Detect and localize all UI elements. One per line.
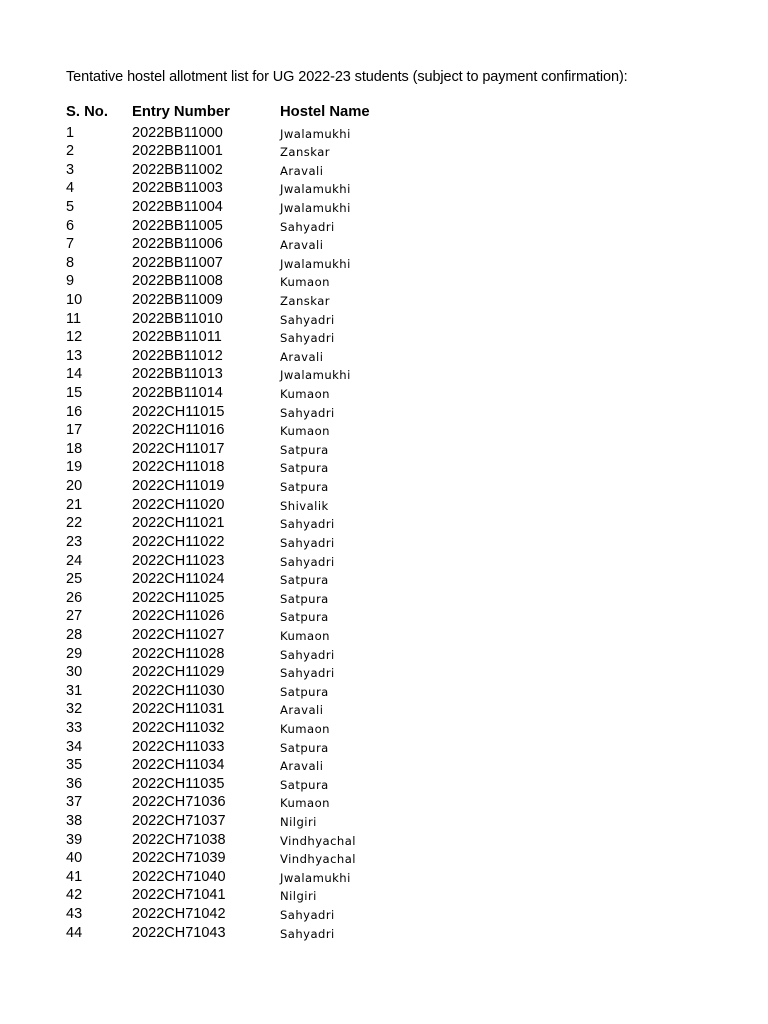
row-sno: 43	[66, 906, 83, 923]
row-sno: 39	[66, 831, 83, 848]
row-sno: 36	[66, 775, 83, 792]
row-hostel-name: Sahyadri	[280, 219, 335, 234]
row-sno: 44	[66, 924, 83, 941]
row-sno: 10	[66, 291, 83, 308]
page-title: Tentative hostel allotment list for UG 2022-23 students (subject to payment confirmation):	[66, 69, 628, 85]
column-header-entry-number: Entry Number	[132, 104, 230, 120]
row-sno: 18	[66, 440, 83, 457]
row-entry-number: 2022CH11032	[132, 720, 225, 736]
row-entry-number: 2022CH11034	[132, 757, 225, 774]
row-hostel-name: Kumaon	[280, 275, 330, 290]
row-hostel-name: Vindhyachal	[280, 852, 356, 867]
column-header-hostel-name: Hostel Name	[280, 104, 370, 120]
row-hostel-name: Sahyadri	[280, 666, 335, 681]
row-sno: 26	[66, 589, 83, 606]
row-sno: 4	[66, 180, 75, 197]
row-sno: 14	[66, 366, 83, 383]
row-sno: 37	[66, 794, 83, 811]
row-hostel-name: Sahyadri	[280, 312, 335, 327]
row-entry-number: 2022CH11030	[132, 682, 225, 699]
row-hostel-name: Satpura	[280, 684, 329, 699]
row-entry-number: 2022BB11007	[132, 254, 223, 271]
row-sno: 8	[66, 254, 75, 271]
row-sno: 5	[66, 198, 75, 215]
row-entry-number: 2022BB11013	[132, 366, 223, 383]
row-entry-number: 2022CH11016	[132, 422, 225, 439]
row-entry-number: 2022CH11023	[132, 552, 225, 569]
row-sno: 38	[66, 813, 83, 830]
row-sno: 9	[66, 273, 75, 290]
row-sno: 15	[66, 385, 83, 402]
row-entry-number: 2022BB11011	[132, 329, 222, 346]
column-header-sno: S. No.	[66, 104, 108, 120]
row-entry-number: 2022CH11021	[132, 515, 225, 532]
row-sno: 30	[66, 664, 83, 681]
row-hostel-name: Kumaon	[280, 424, 330, 439]
row-hostel-name: Sahyadri	[280, 405, 335, 420]
row-sno: 42	[66, 887, 83, 904]
row-sno: 3	[66, 161, 75, 178]
row-hostel-name: Kumaon	[280, 628, 330, 643]
row-entry-number: 2022CH71039	[132, 850, 226, 867]
row-entry-number: 2022CH11022	[132, 533, 225, 550]
row-sno: 33	[66, 720, 83, 736]
row-entry-number: 2022CH11028	[132, 645, 225, 662]
row-entry-number: 2022CH11017	[132, 440, 225, 457]
row-entry-number: 2022BB11009	[132, 291, 223, 308]
row-sno: 41	[66, 868, 83, 885]
row-sno: 25	[66, 571, 83, 588]
row-entry-number: 2022CH11018	[132, 459, 225, 476]
row-sno: 31	[66, 682, 83, 699]
row-entry-number: 2022CH71036	[132, 794, 226, 811]
row-hostel-name: Sahyadri	[280, 535, 335, 550]
row-sno: 22	[66, 515, 83, 532]
row-hostel-name: Jwalamukhi	[280, 256, 351, 271]
row-entry-number: 2022CH11019	[132, 478, 225, 495]
row-sno: 40	[66, 850, 83, 867]
row-entry-number: 2022BB11012	[132, 347, 223, 364]
row-entry-number: 2022CH11015	[132, 403, 225, 420]
row-hostel-name: Jwalamukhi	[280, 126, 351, 141]
row-sno: 32	[66, 701, 83, 718]
row-entry-number: 2022CH11025	[132, 589, 225, 606]
row-sno: 35	[66, 757, 83, 774]
row-hostel-name: Satpura	[280, 573, 329, 588]
row-hostel-name: Sahyadri	[280, 908, 335, 923]
row-hostel-name: Sahyadri	[280, 647, 335, 662]
row-hostel-name: Kumaon	[280, 796, 330, 811]
row-sno: 34	[66, 738, 83, 755]
row-entry-number: 2022CH11031	[132, 701, 225, 718]
row-entry-number: 2022BB11010	[132, 310, 223, 327]
row-hostel-name: Aravali	[280, 703, 324, 718]
row-sno: 24	[66, 552, 83, 569]
row-sno: 28	[66, 626, 83, 643]
row-entry-number: 2022BB11002	[132, 161, 223, 178]
row-hostel-name: Satpura	[280, 461, 329, 476]
row-hostel-name: Satpura	[280, 591, 329, 606]
row-hostel-name: Sahyadri	[280, 554, 335, 569]
row-entry-number: 2022BB11014	[132, 385, 223, 402]
row-entry-number: 2022CH11027	[132, 626, 225, 643]
row-hostel-name: Nilgiri	[280, 889, 317, 904]
row-entry-number: 2022BB11001	[132, 143, 223, 160]
row-entry-number: 2022BB11000	[132, 124, 223, 141]
row-hostel-name: Sahyadri	[280, 517, 335, 532]
row-hostel-name: Zanskar	[280, 145, 330, 160]
row-entry-number: 2022CH11026	[132, 608, 225, 625]
row-entry-number: 2022CH11033	[132, 738, 225, 755]
row-hostel-name: Satpura	[280, 442, 329, 457]
row-entry-number: 2022CH11020	[132, 496, 225, 513]
row-sno: 27	[66, 608, 83, 625]
row-sno: 2	[66, 143, 75, 160]
row-hostel-name: Satpura	[280, 777, 329, 792]
row-entry-number: 2022CH71041	[132, 887, 226, 904]
row-hostel-name: Kumaon	[280, 387, 330, 402]
row-hostel-name: Jwalamukhi	[280, 870, 351, 885]
row-sno: 23	[66, 533, 83, 550]
row-sno: 11	[66, 310, 82, 327]
row-sno: 20	[66, 478, 83, 495]
row-sno: 7	[66, 236, 75, 253]
row-hostel-name: Nilgiri	[280, 815, 317, 830]
row-sno: 21	[66, 496, 83, 513]
row-entry-number: 2022CH71040	[132, 868, 226, 885]
row-entry-number: 2022CH11024	[132, 571, 225, 588]
row-hostel-name: Aravali	[280, 163, 324, 178]
row-entry-number: 2022BB11003	[132, 180, 223, 197]
row-entry-number: 2022BB11006	[132, 236, 223, 253]
row-sno: 12	[66, 329, 83, 346]
row-hostel-name: Satpura	[280, 740, 329, 755]
row-hostel-name: Satpura	[280, 480, 329, 495]
row-entry-number: 2022CH71037	[132, 813, 226, 830]
row-hostel-name: Kumaon	[280, 722, 330, 736]
row-sno: 13	[66, 347, 83, 364]
row-hostel-name: Satpura	[280, 610, 329, 625]
row-entry-number: 2022CH11029	[132, 664, 225, 681]
row-entry-number: 2022BB11005	[132, 217, 223, 234]
row-sno: 19	[66, 459, 83, 476]
row-entry-number: 2022BB11004	[132, 198, 223, 215]
row-hostel-name: Sahyadri	[280, 331, 335, 346]
row-entry-number: 2022CH71042	[132, 906, 226, 923]
row-hostel-name: Sahyadri	[280, 926, 335, 941]
row-sno: 6	[66, 217, 75, 234]
row-entry-number: 2022CH71038	[132, 831, 226, 848]
row-hostel-name: Aravali	[280, 238, 324, 253]
row-sno: 1	[66, 124, 75, 141]
row-entry-number: 2022BB11008	[132, 273, 223, 290]
row-sno: 16	[66, 403, 83, 420]
row-hostel-name: Aravali	[280, 759, 324, 774]
row-hostel-name: Jwalamukhi	[280, 368, 351, 383]
row-hostel-name: Jwalamukhi	[280, 182, 351, 197]
row-entry-number: 2022CH11035	[132, 775, 225, 792]
row-hostel-name: Aravali	[280, 349, 324, 364]
row-hostel-name: Jwalamukhi	[280, 200, 351, 215]
row-hostel-name: Vindhyachal	[280, 833, 356, 848]
row-sno: 29	[66, 645, 83, 662]
row-entry-number: 2022CH71043	[132, 924, 226, 941]
row-sno: 17	[66, 422, 83, 439]
row-hostel-name: Shivalik	[280, 498, 329, 513]
row-hostel-name: Zanskar	[280, 293, 330, 308]
